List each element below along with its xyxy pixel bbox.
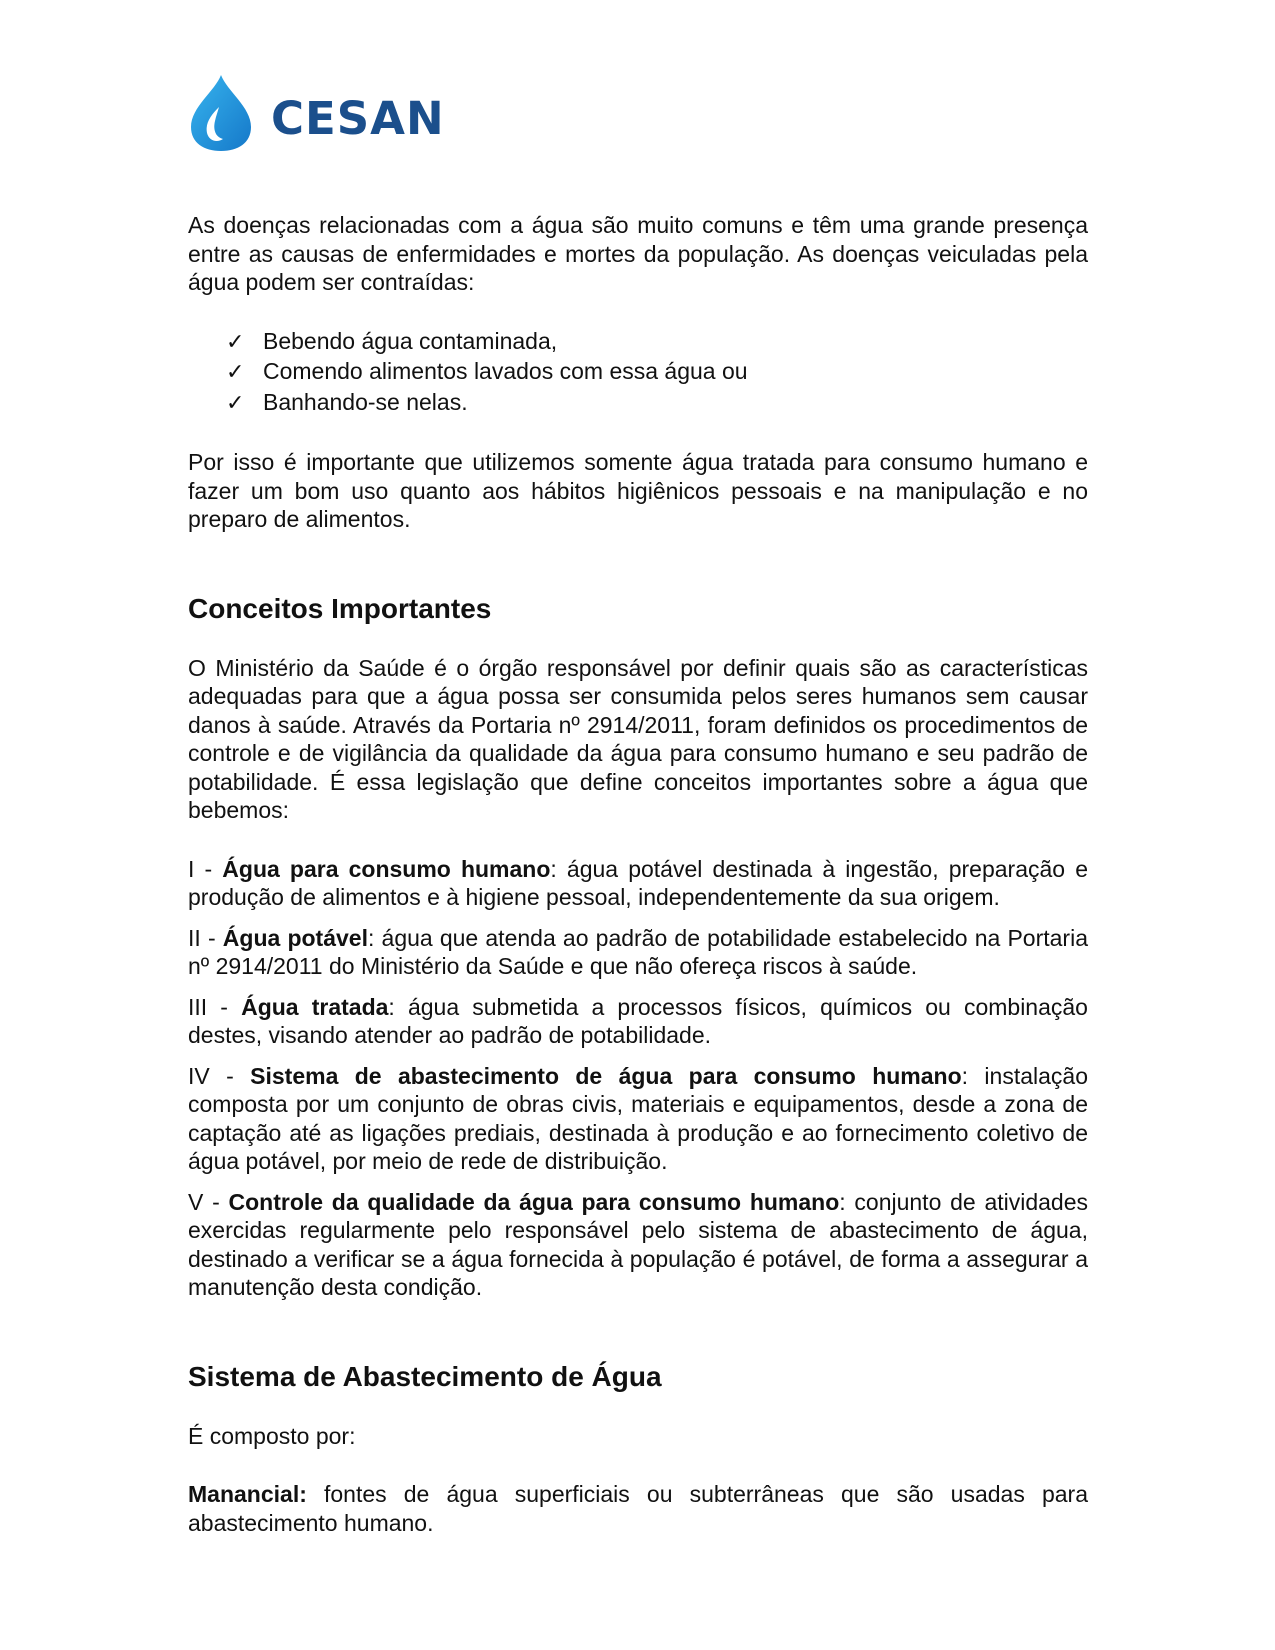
- definition-prefix: IV -: [188, 1062, 251, 1089]
- checkmark-icon: ✓: [226, 390, 245, 416]
- definition-term: Água para consumo humano: [222, 855, 551, 882]
- definition-text: : instalação composta por um conjunto de obras civis, materiais e equipamentos, desde a zona de captação até as ligações prediais, destinada à produção e ao fornecimento coletivo de água potável, por meio de rede de distribuição.: [188, 1062, 1088, 1174]
- list-item: [226, 357, 1088, 388]
- list-item-text: Bebendo água contaminada,: [263, 327, 558, 354]
- composto-por-text: É composto por:: [188, 1422, 356, 1449]
- definition-text: : água submetida a processos físicos, químicos ou combinação destes, visando atender ao padrão de potabilidade.: [188, 993, 1088, 1048]
- checkmark-icon: ✓: [226, 329, 245, 355]
- section-title-conceitos: Conceitos Importantes: [188, 592, 492, 624]
- manancial-term: Manancial:: [188, 1481, 307, 1507]
- document-body: [188, 211, 1088, 1537]
- definition-item: [188, 1062, 1088, 1176]
- hygiene-paragraph: Por isso é importante que utilizemos somente água tratada para consumo humano e fazer um bom uso quanto aos hábitos higiênicos pessoais e na manipulação e no preparo de alimentos.: [188, 449, 1088, 532]
- definition-item: [188, 993, 1088, 1050]
- logo-wordmark: CESAN: [271, 91, 445, 145]
- list-item-text: Banhando-se nelas.: [263, 388, 468, 415]
- list-item: [226, 327, 1088, 358]
- definition-text: : água que atenda ao padrão de potabilidade estabelecido na Portaria nº 2914/2011 do Ministério da Saúde e que não ofereça riscos à saúde.: [188, 924, 1088, 979]
- list-item-text: Comendo alimentos lavados com essa água ou: [263, 358, 748, 384]
- definition-item: [188, 1188, 1088, 1302]
- manancial-text: fontes de água superficiais ou subterrâneas que são usadas para abastecimento humano.: [188, 1481, 1088, 1536]
- intro-paragraph: As doenças relacionadas com a água são muito comuns e têm uma grande presença entre as causas de enfermidades e mortes da população. As doenças veiculadas pela água podem ser contraídas:: [188, 212, 1088, 295]
- definition-term: Água tratada: [241, 993, 389, 1020]
- definition-term: Controle da qualidade da água para consumo humano: [228, 1188, 840, 1215]
- definition-term: Água potável: [222, 924, 368, 951]
- list-item: [226, 388, 1088, 419]
- water-drop-logo-icon: [185, 73, 257, 153]
- definition-prefix: III -: [188, 993, 242, 1020]
- definition-text: : água potável destinada à ingestão, preparação e produção de alimentos e à higiene pessoal, independentemente da sua origem.: [188, 855, 1088, 910]
- definition-text: : conjunto de atividades exercidas regularmente pelo responsável pelo sistema de abastecimento de água, destinado a verificar se a água fornecida à população é potável, de forma a assegurar a manutenção desta condição.: [188, 1188, 1089, 1300]
- definition-prefix: I -: [188, 855, 223, 882]
- definition-term: Sistema de abastecimento de água para consumo humano: [250, 1062, 962, 1089]
- cesan-logo: [185, 72, 445, 154]
- contraction-list: [188, 327, 1088, 419]
- definition-prefix: II -: [188, 924, 223, 951]
- manancial-paragraph: [188, 1480, 1088, 1537]
- ministerio-paragraph: O Ministério da Saúde é o órgão responsável por definir quais são as características adequadas para que a água possa ser consumida pelos seres humanos sem causar danos à saúde. Através da Portaria nº 2914/2011, foram definidos os procedimentos de controle e de vigilância da qualidade da água para consumo humano e seu padrão de potabilidade. É essa legislação que define conceitos importantes sobre a água que bebemos:: [188, 654, 1088, 823]
- section-title-sistema: Sistema de Abastecimento de Água: [188, 1360, 662, 1392]
- definition-item: [188, 924, 1088, 981]
- definition-prefix: V -: [188, 1188, 229, 1215]
- checkmark-icon: ✓: [226, 360, 245, 385]
- definition-item: [188, 855, 1088, 912]
